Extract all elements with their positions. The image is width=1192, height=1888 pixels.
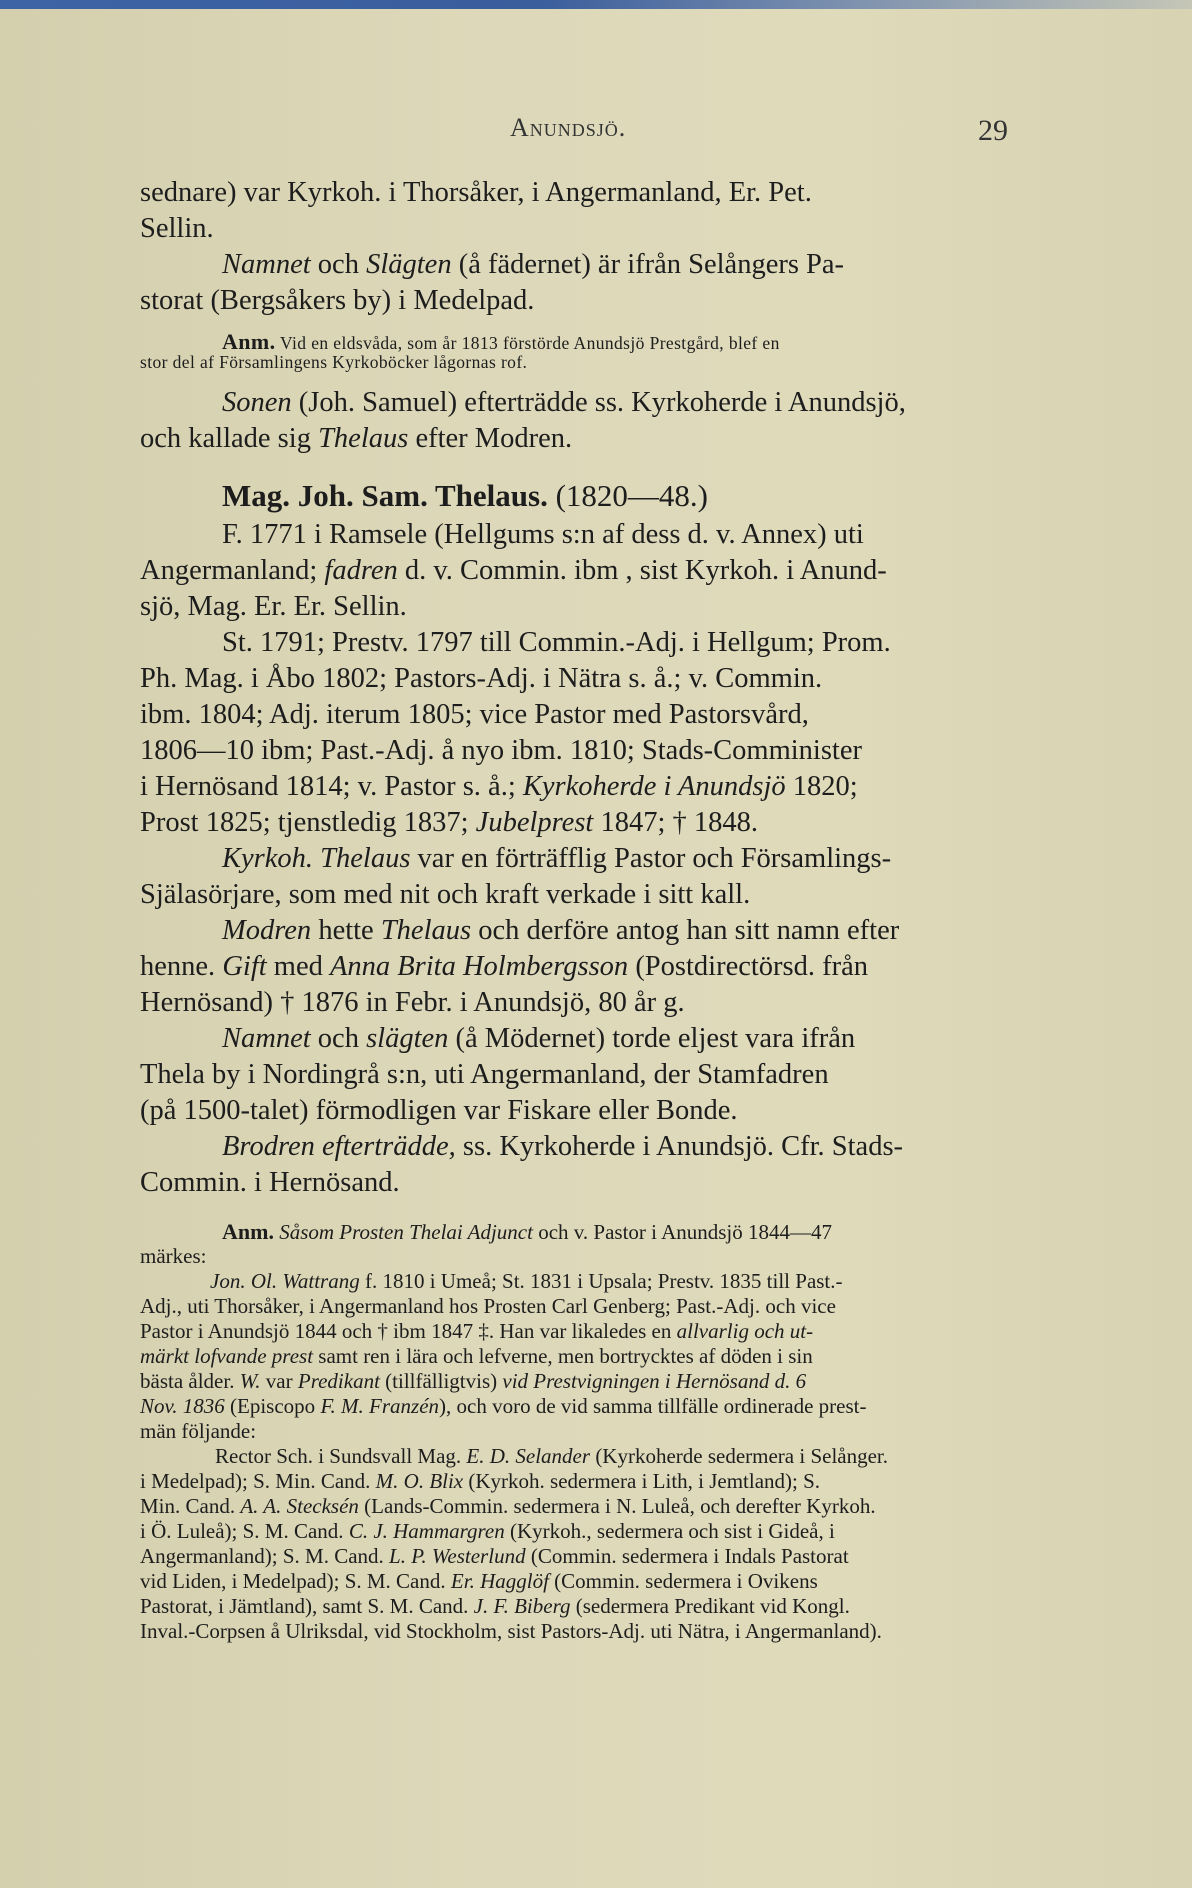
text-span: (Commin. sedermera i Ovikens xyxy=(548,1569,818,1593)
italic-term: J. F. Biberg xyxy=(473,1594,571,1618)
italic-term: allvarlig och ut- xyxy=(676,1319,814,1343)
text-line: Ph. Mag. i Åbo 1802; Pastors-Adj. i Nätra s. å.; v. Commin. xyxy=(140,663,823,694)
text-span: d. v. Commin. ibm , sist Kyrkoh. i Anund- xyxy=(397,555,887,586)
text-span: (tillfälligtvis) xyxy=(379,1369,503,1393)
italic-term: Jon. Ol. Wattrang xyxy=(210,1269,360,1293)
text-span: och derföre antog han sitt namn efter xyxy=(471,915,900,946)
heading-years: (1820—48.) xyxy=(547,478,709,513)
note-label: Anm. xyxy=(222,329,276,354)
text-span: henne. xyxy=(140,951,223,982)
text-span: och xyxy=(310,1023,367,1054)
text-span: hette xyxy=(311,915,381,946)
text-span: var xyxy=(260,1369,298,1393)
note-line xyxy=(140,1219,1046,1244)
text-span: Prost 1825; tjenstledig 1837; xyxy=(140,807,476,838)
italic-term: fadren xyxy=(324,555,398,586)
text-line: (på 1500-talet) förmodligen var Fiskare eller Bonde. xyxy=(140,1095,738,1126)
heading-name: Mag. Joh. Sam. Thelaus. xyxy=(222,478,548,513)
text-line xyxy=(140,421,1046,457)
page-body xyxy=(140,175,1046,1644)
text-span: var en förträfflig Pastor och Församlings- xyxy=(410,843,892,874)
text-line: storat (Bergsåkers by) i Medelpad. xyxy=(140,285,535,316)
note-line xyxy=(140,1394,1046,1419)
text-line xyxy=(140,841,1046,877)
text-span: Angermanland); S. M. Cand. xyxy=(140,1544,390,1568)
italic-term: Kyrkoherde i Anundsjö xyxy=(522,771,786,802)
text-span: vid Liden, i Medelpad); S. M. Cand. xyxy=(140,1569,451,1593)
text-line xyxy=(140,1129,1046,1165)
italic-term: W. xyxy=(239,1369,261,1393)
text-span: och kallade sig xyxy=(140,423,319,454)
italic-term: M. O. Blix xyxy=(375,1469,464,1493)
text-line xyxy=(140,553,1046,589)
note-line xyxy=(140,1569,1046,1594)
text-span: 1820; xyxy=(785,771,858,802)
text-line: Thela by i Nordingrå s:n, uti Angermanland, der Stamfadren xyxy=(140,1059,829,1090)
text-span: (Kyrkoh. sedermera i Lith, i Jemtland); S. xyxy=(463,1469,821,1493)
italic-term: vid Prestvigningen i Hernösand d. 6 xyxy=(502,1369,807,1393)
note-line: Inval.-Corpsen å Ulriksdal, vid Stockholm, sist Pastors-Adj. uti Nätra, i Angermanland). xyxy=(140,1619,882,1643)
italic-term: märkt lofvande prest xyxy=(140,1344,314,1368)
text-span: (Kyrkoh., sedermera och sist i Gideå, i xyxy=(504,1519,835,1543)
text-span: och xyxy=(310,249,367,280)
text-span: 1847; † 1848. xyxy=(593,807,759,838)
text-span: i Ö. Luleå); S. M. Cand. xyxy=(140,1519,349,1543)
text-line: sjö, Mag. Er. Er. Sellin. xyxy=(140,591,407,622)
text-span: (Episcopo xyxy=(224,1394,321,1418)
italic-term: Jubelprest xyxy=(475,807,594,838)
text-span: (Lands-Commin. sedermera i N. Luleå, och derefter Kyrkoh. xyxy=(358,1494,876,1518)
text-line: ibm. 1804; Adj. iterum 1805; vice Pastor med Pastorsvård, xyxy=(140,699,809,730)
italic-term: Thelaus xyxy=(318,423,409,454)
italic-term: Modren xyxy=(222,915,312,946)
note-line: märkes: xyxy=(140,1244,207,1268)
text-span: (Kyrkoherde sedermera i Selånger. xyxy=(590,1444,889,1468)
text-span: efter Modren. xyxy=(408,423,573,454)
text-line: F. 1771 i Ramsele (Hellgums s:n af dess d. v. Annex) uti xyxy=(222,519,864,550)
note-line xyxy=(140,1469,1046,1494)
text-line: 1806—10 ibm; Past.-Adj. å nyo ibm. 1810; Stads-Comminister xyxy=(140,735,862,766)
text-line xyxy=(140,949,1046,985)
text-span: Rector Sch. i Sundsvall Mag. xyxy=(215,1444,467,1468)
text-span: i Hernösand 1814; v. Pastor s. å.; xyxy=(140,771,523,802)
spacer xyxy=(140,373,1046,385)
note-label: Anm. xyxy=(222,1219,274,1244)
text-span: ss. Kyrkoherde i Anundsjö. Cfr. Stads- xyxy=(455,1131,904,1162)
italic-term: Thelaus xyxy=(380,915,472,946)
spacer xyxy=(140,1201,1046,1219)
text-span: och v. Pastor i Anundsjö 1844—47 xyxy=(532,1220,833,1244)
note-line xyxy=(140,1319,1046,1344)
italic-term: Er. Hagglöf xyxy=(450,1569,549,1593)
italic-term: F. M. Franzén xyxy=(320,1394,440,1418)
text-span: Min. Cand. xyxy=(140,1494,241,1518)
text-span: (Postdirectörsd. från xyxy=(628,951,869,982)
note-line xyxy=(140,1369,1046,1394)
note-line xyxy=(140,1344,1046,1369)
text-span: ), och voro de vid samma tillfälle ordinerade prest- xyxy=(439,1394,867,1418)
text-span: i Medelpad); S. Min. Cand. xyxy=(140,1469,376,1493)
italic-term: Gift xyxy=(222,951,267,982)
italic-term: L. P. Westerlund xyxy=(389,1544,526,1568)
text-line xyxy=(140,769,1046,805)
italic-term: Namnet xyxy=(222,249,311,280)
italic-term: Namnet xyxy=(222,1023,311,1054)
text-line xyxy=(140,805,1046,841)
page-number: 29 xyxy=(978,114,1008,147)
text-span: (sedermera Predikant vid Kongl. xyxy=(570,1594,850,1618)
text-line: Commin. i Hernösand. xyxy=(140,1167,400,1198)
text-line: Sellin. xyxy=(140,213,214,244)
text-line: Själasörjare, som med nit och kraft verkade i sitt kall. xyxy=(140,879,751,910)
text-line: sednare) var Kyrkoh. i Thorsåker, i Angermanland, Er. Pet. xyxy=(140,177,812,208)
text-span: f. 1810 i Umeå; St. 1831 i Upsala; Prestv. 1835 till Past.- xyxy=(359,1269,843,1293)
text-line xyxy=(140,913,1046,949)
note-line: stor del af Församlingens Kyrkoböcker lågornas rof. xyxy=(140,352,528,372)
text-span: (å fädernet) är ifrån Selångers Pa- xyxy=(451,249,845,280)
italic-term: Nov. 1836 xyxy=(140,1394,225,1418)
spacer xyxy=(140,457,1046,475)
text-span: Angermanland; xyxy=(140,555,325,586)
scan-edge-bar xyxy=(0,0,1192,9)
italic-term: Anna Brita Holmbergsson xyxy=(329,951,629,982)
italic-term: A. A. Stecksén xyxy=(240,1494,359,1518)
italic-term: slägten xyxy=(366,1023,449,1054)
italic-term: Predikant xyxy=(297,1369,380,1393)
note-line xyxy=(140,1594,1046,1619)
italic-term: Brodren efterträdde, xyxy=(222,1131,456,1162)
text-line xyxy=(140,247,1046,283)
note-line xyxy=(140,1544,1046,1569)
footnote-1 xyxy=(140,331,1046,373)
italic-term: C. J. Hammargren xyxy=(348,1519,505,1543)
text-span: samt ren i lära och lefverne, men bortrycktes af döden i sin xyxy=(313,1344,813,1368)
running-head: Anundsjö. xyxy=(510,113,627,142)
italic-term: Kyrkoh. Thelaus xyxy=(222,843,411,874)
text-span: med xyxy=(266,951,330,982)
text-span: bästa ålder. xyxy=(140,1369,240,1393)
text-line: Hernösand) † 1876 in Febr. i Anundsjö, 80 år g. xyxy=(140,987,685,1018)
text-span: Pastor i Anundsjö 1844 och † ibm 1847 ‡. Han var likaledes en xyxy=(140,1319,677,1343)
note-line xyxy=(140,331,1046,352)
italic-term: Slägten xyxy=(366,249,452,280)
section-heading xyxy=(140,475,1046,517)
note-line xyxy=(140,1269,1046,1294)
italic-term: E. D. Selander xyxy=(466,1444,591,1468)
text-span: (å Mödernet) torde eljest vara ifrån xyxy=(448,1023,856,1054)
text-line xyxy=(140,385,1046,421)
note-line xyxy=(140,1494,1046,1519)
note-line: Adj., uti Thorsåker, i Angermanland hos Prosten Carl Genberg; Past.-Adj. och vice xyxy=(140,1294,836,1318)
text-line xyxy=(140,1021,1046,1057)
italic-term: Sonen xyxy=(222,387,292,418)
note-line xyxy=(140,1519,1046,1544)
text-span: Pastorat, i Jämtland), samt S. M. Cand. xyxy=(140,1594,474,1618)
text-span: (Joh. Samuel) efterträdde ss. Kyrkoherde i Anundsjö, xyxy=(291,387,906,418)
note-line xyxy=(140,1444,1046,1469)
note-line: män följande: xyxy=(140,1419,257,1443)
text-line: St. 1791; Prestv. 1797 till Commin.-Adj. i Hellgum; Prom. xyxy=(222,627,891,658)
text-span: (Commin. sedermera i Indals Pastorat xyxy=(525,1544,849,1568)
italic-term: Såsom Prosten Thelai Adjunct xyxy=(273,1220,533,1244)
footnote-2 xyxy=(140,1219,1046,1644)
text-span: Vid en eldsvåda, som år 1813 förstörde Anundsjö Prestgård, blef en xyxy=(275,333,780,353)
